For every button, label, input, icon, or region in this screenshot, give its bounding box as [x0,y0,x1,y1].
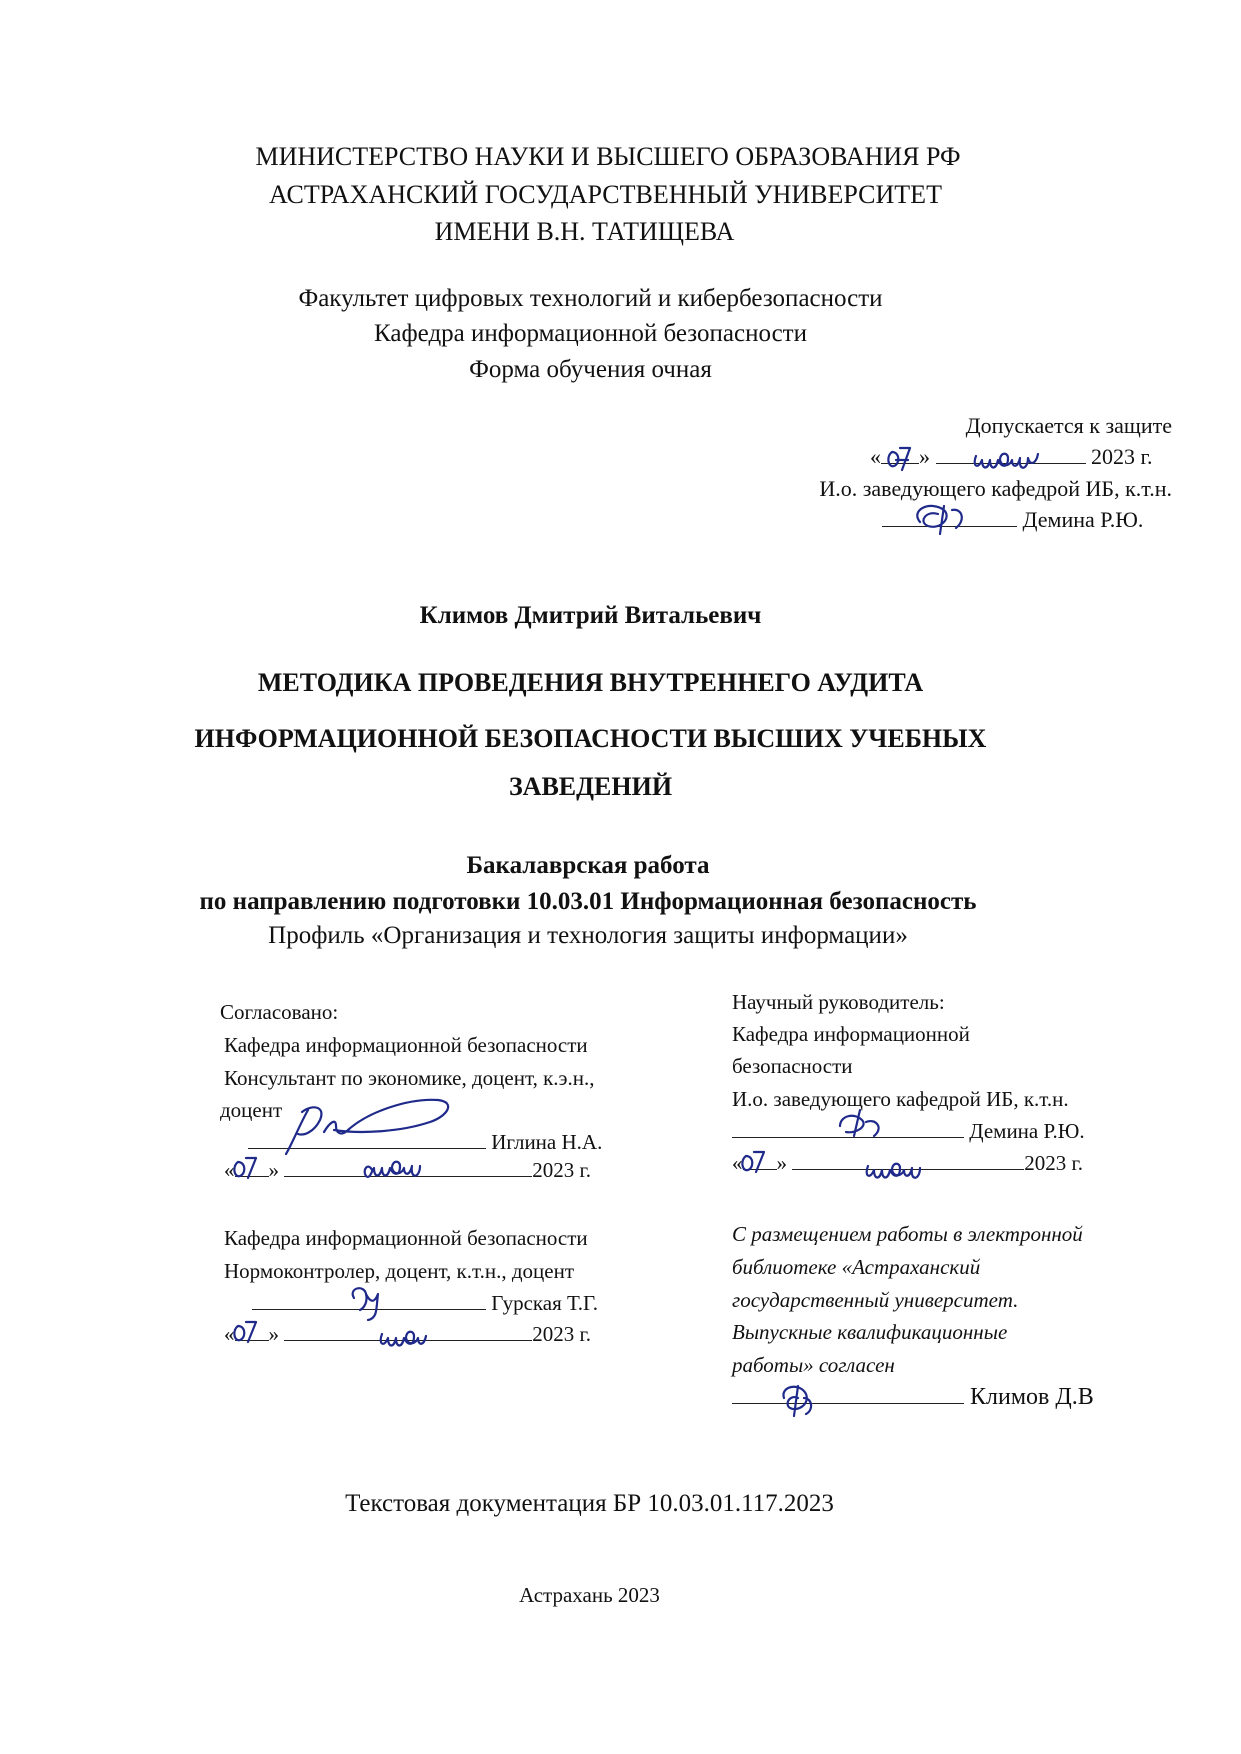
university-line: АСТРАХАНСКИЙ ГОСУДАРСТВЕННЫЙ УНИВЕРСИТЕТ [269,180,942,209]
norm-handwritten-date [224,1312,484,1352]
supervisor-signature [830,1104,920,1144]
ministry-line: МИНИСТЕРСТВО НАУКИ И ВЫСШЕГО ОБРАЗОВАНИЯ РФ [255,142,961,171]
work-profile: Профиль «Организация и технология защиты информации» [268,922,908,949]
thesis-title-line3: ЗАВЕДЕНИЙ [508,772,673,801]
admission-supervisor-signature [900,496,1010,542]
agreed-label: Согласовано: [220,1000,339,1024]
consent-line4: Выпускные квалификационные [732,1320,1008,1344]
left-dept-2: Кафедра информационной безопасности [224,1226,588,1250]
norm-position: Нормоконтролер, доцент, к.т.н., доцент [224,1259,574,1283]
department-name: Кафедра информационной безопасности [374,320,807,347]
handwritten-date-admission [878,436,1108,480]
thesis-title-line1: МЕТОДИКА ПРОВЕДЕНИЯ ВНУТРЕННЕГО АУДИТА [257,668,924,697]
student-signature [770,1378,830,1420]
supervisor-handwritten-date [732,1142,992,1182]
author-name: Климов Дмитрий Витальевич [419,602,762,629]
university-name-line: ИМЕНИ В.Н. ТАТИЩЕВА [434,217,735,246]
admission-date: « » 2023 г. [870,444,1153,469]
student-name: Климов Д.В [970,1384,1094,1410]
supervisor-name: Демина Р.Ю. [969,1119,1085,1143]
admission-name: Демина Р.Ю. [1022,507,1144,532]
norm-date-year: 2023 г. [532,1322,591,1346]
work-direction: по направлению подготовки 10.03.01 Информационная безопасность [199,888,977,915]
supervisor-label: Научный руководитель: [732,990,945,1014]
doc-code: Текстовая документация БР 10.03.01.117.2023 [345,1490,834,1517]
faculty-name: Факультет цифровых технологий и кибербезопасности [298,285,883,312]
consent-line5: работы» согласен [732,1353,895,1377]
supervisor-date-year: 2023 г. [1024,1151,1083,1175]
admission-year: 2023 г. [1091,444,1153,469]
consultant-position: Консультант по экономике, доцент, к.э.н., [224,1066,595,1090]
admission-title: Допускается к защите [965,413,1172,438]
study-form: Форма обучения очная [469,356,712,383]
consultant-date-year: 2023 г. [532,1158,591,1182]
city-year: Астрахань 2023 [519,1583,660,1607]
consultant-date: « » 2023 г. [224,1158,591,1182]
consultant-handwritten-date [224,1148,484,1188]
supervisor-position: И.о. заведующего кафедрой ИБ, к.т.н. [732,1087,1069,1111]
thesis-title-line2: ИНФОРМАЦИОННОЙ БЕЗОПАСНОСТИ ВЫСШИХ УЧЕБНЫХ [194,724,987,753]
consent-line1: С размещением работы в электронной [732,1222,1083,1246]
admission-position: И.о. заведующего кафедрой ИБ, к.т.н. [819,476,1172,501]
consultant-position-cont: доцент [220,1098,283,1122]
left-dept: Кафедра информационной безопасности [224,1033,588,1057]
supervisor-date: « » 2023 г. [732,1151,1083,1175]
norm-date: « » 2023 г. [224,1322,591,1346]
supervisor-dept-line2: безопасности [732,1054,853,1078]
norm-name: Гурская Т.Г. [491,1291,599,1315]
consultant-name: Иглина Н.А. [491,1130,603,1154]
work-type: Бакалаврская работа [466,852,710,879]
consent-line3: государственный университет. [732,1288,1019,1312]
supervisor-dept-line1: Кафедра информационной [732,1022,970,1046]
consent-line2: библиотеке «Астраханский [732,1255,981,1279]
